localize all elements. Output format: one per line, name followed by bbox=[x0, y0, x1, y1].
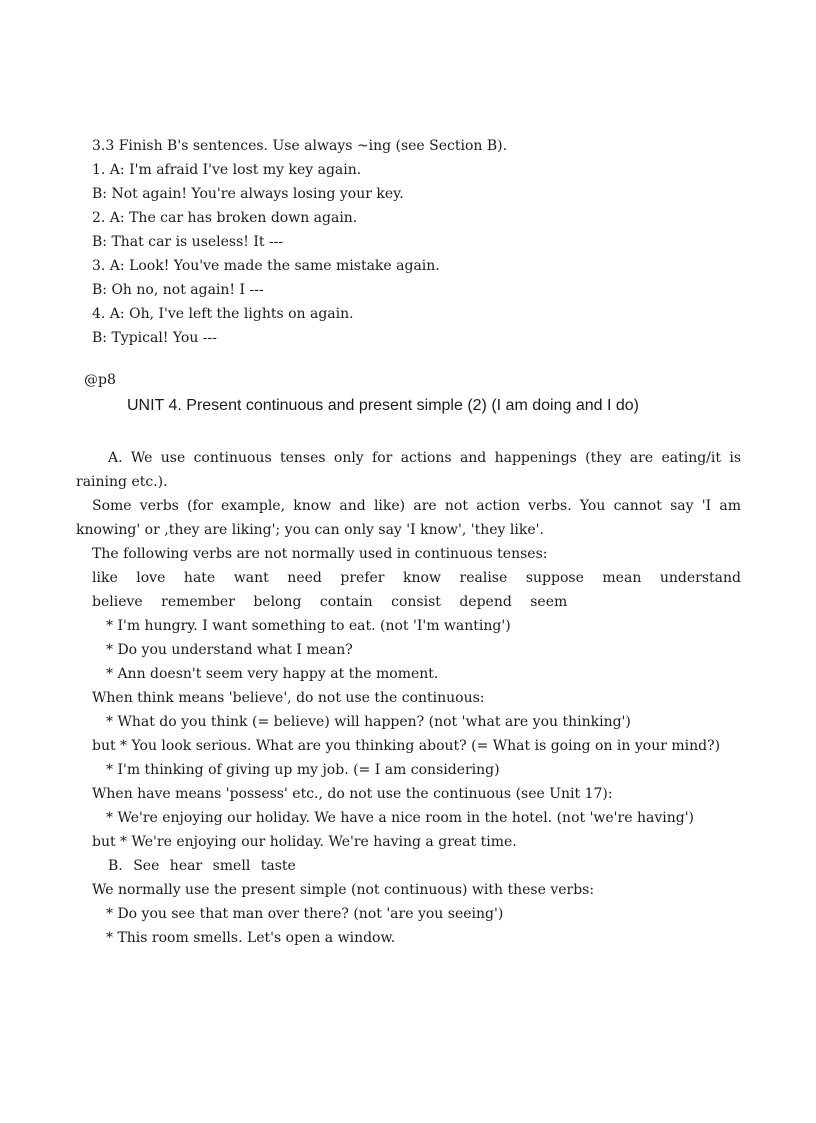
exercise-line: B: Oh no, not again! I --- bbox=[92, 282, 264, 298]
exercise-3-3 bbox=[92, 134, 792, 350]
exercise-line: B: Not again! You're always losing your key. bbox=[92, 186, 404, 202]
exercise-line: 2. A: The car has broken down again. bbox=[92, 210, 358, 226]
following-verbs: The following verbs are not normally used in continuous tenses: bbox=[92, 546, 548, 562]
example-line: * Ann doesn't seem very happy at the moment. bbox=[106, 666, 439, 682]
example-line: * What do you think (= believe) will happen? (not 'what are you thinking') bbox=[106, 714, 631, 730]
page-marker: @p8 bbox=[84, 372, 116, 388]
unit-body bbox=[76, 446, 741, 950]
unit-title: UNIT 4. Present continuous and present simple (2) (I am doing and I do) bbox=[127, 397, 639, 414]
example-line: but * You look serious. What are you thinking about? (= What is going on in your mind?) bbox=[92, 738, 721, 754]
example-line: * This room smells. Let's open a window. bbox=[106, 930, 396, 946]
exercise-title: 3.3 Finish B's sentences. Use always ~ing (see Section B). bbox=[92, 138, 508, 154]
verb-list: like love hate want need prefer know realise suppose mean understand believe remember belong contain consist depend seem bbox=[92, 570, 741, 610]
example-line: * I'm thinking of giving up my job. (= I am considering) bbox=[106, 762, 500, 778]
exercise-line: B: Typical! You --- bbox=[92, 330, 217, 346]
example-line: * I'm hungry. I want something to eat. (not 'I'm wanting') bbox=[106, 618, 511, 634]
think-rule: When think means 'believe', do not use the continuous: bbox=[92, 690, 485, 706]
exercise-line: 1. A: I'm afraid I've lost my key again. bbox=[92, 162, 362, 178]
have-rule: When have means 'possess' etc., do not use the continuous (see Unit 17): bbox=[92, 786, 613, 802]
example-line: * We're enjoying our holiday. We have a nice room in the hotel. (not 'we're having') bbox=[106, 810, 694, 826]
simple-rule: We normally use the present simple (not continuous) with these verbs: bbox=[92, 882, 595, 898]
exercise-line: B: That car is useless! It --- bbox=[92, 234, 284, 250]
example-line: * Do you see that man over there? (not 'are you seeing') bbox=[106, 906, 504, 922]
example-line: but * We're enjoying our holiday. We're having a great time. bbox=[92, 834, 517, 850]
exercise-line: 3. A: Look! You've made the same mistake again. bbox=[92, 258, 440, 274]
section-b-heading: B. See hear smell taste bbox=[108, 858, 296, 874]
section-a-intro: A. We use continuous tenses only for actions and happenings (they are eating/it is raining etc.). bbox=[76, 450, 741, 490]
exercise-line: 4. A: Oh, I've left the lights on again. bbox=[92, 306, 354, 322]
verbs-note: Some verbs (for example, know and like) are not action verbs. You cannot say 'I am knowing' or ,they are liking'; you can only say 'I know', 'they like'. bbox=[76, 498, 741, 538]
example-line: * Do you understand what I mean? bbox=[106, 642, 353, 658]
